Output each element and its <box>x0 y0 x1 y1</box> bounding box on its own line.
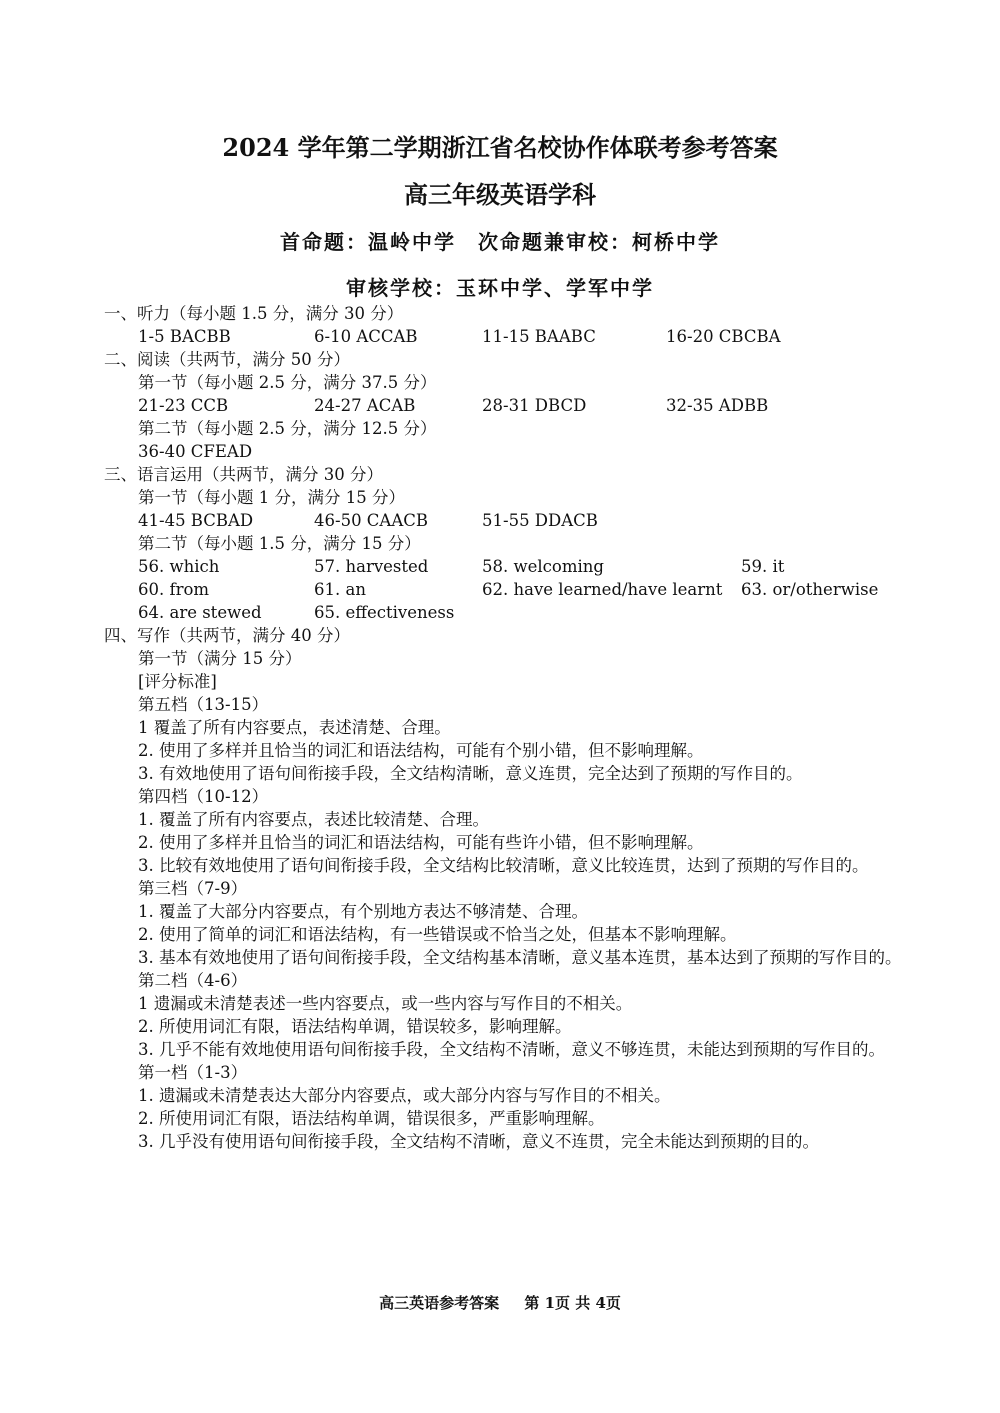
answer-item: 58. welcoming <box>482 557 604 576</box>
answer-group: 46-50 CAACB <box>314 511 429 530</box>
answer-item: 56. which <box>138 557 220 576</box>
band-criterion: 3. 几乎没有使用语句间衔接手段，全文结构不清晰，意义不连贯，完全未能达到预期的目的。 <box>138 1132 819 1151</box>
band-criterion: 1. 遗漏或未清楚表达大部分内容要点，或大部分内容与写作目的不相关。 <box>138 1086 671 1105</box>
answer-row-reading-2 <box>104 440 904 463</box>
answer-group: 16-20 CBCBA <box>666 327 781 346</box>
answer-item: 59. it <box>741 557 785 576</box>
answer-group: 51-55 DDACB <box>482 511 598 530</box>
answer-item: 60. from <box>138 580 210 599</box>
part-heading: 第二节（每小题 2.5 分，满分 12.5 分） <box>138 419 437 438</box>
band-criterion: 3. 基本有效地使用了语句间衔接手段，全文结构基本清晰，意义基本连贯，基本达到了预期的写作目的。 <box>138 948 902 967</box>
authoring-schools: 首命题：温岭中学 次命题兼审校：柯桥中学 <box>280 230 720 254</box>
band-criterion: 2. 使用了多样并且恰当的词汇和语法结构，可能有个别小错，但不影响理解。 <box>138 741 704 760</box>
part-heading: 第二节（每小题 1.5 分，满分 15 分） <box>138 534 421 553</box>
page-number: 第 1页 共 4页 <box>524 1294 621 1312</box>
answer-group: 28-31 DBCD <box>482 396 587 415</box>
answer-item: 65. effectiveness <box>314 603 455 622</box>
band-criterion: 1 覆盖了所有内容要点，表述清楚、合理。 <box>138 718 451 737</box>
answer-group: 36-40 CFEAD <box>138 442 253 461</box>
footer-doc-name: 高三英语参考答案 <box>379 1294 500 1312</box>
band-title: 第二档（4-6） <box>138 971 248 990</box>
answer-item: 61. an <box>314 580 366 599</box>
answer-row-language-1 <box>104 509 904 532</box>
section-heading-language: 三、语言运用（共两节，满分 30 分） <box>104 465 383 484</box>
answer-item: 64. are stewed <box>138 603 262 622</box>
document-title: 2024 学年第二学期浙江省名校协作体联考参考答案 <box>222 133 778 162</box>
page-footer <box>0 1292 1000 1313</box>
answer-group: 11-15 BAABC <box>482 327 596 346</box>
band-title: 第三档（7-9） <box>138 879 248 898</box>
answer-group: 1-5 BACBB <box>138 327 231 346</box>
answer-group: 32-35 ADBB <box>666 396 769 415</box>
reviewing-schools: 审核学校：玉环中学、学军中学 <box>346 276 654 300</box>
band-criterion: 2. 使用了多样并且恰当的词汇和语法结构，可能有些许小错，但不影响理解。 <box>138 833 704 852</box>
answer-item: 62. have learned/have learnt <box>482 580 723 599</box>
part-heading: 第一节（每小题 2.5 分，满分 37.5 分） <box>138 373 437 392</box>
answer-row-language-2b <box>104 578 904 601</box>
section-heading-reading: 二、阅读（共两节，满分 50 分） <box>104 350 350 369</box>
band-criterion: 1. 覆盖了大部分内容要点，有个别地方表达不够清楚、合理。 <box>138 902 588 921</box>
band-criterion: 3. 几乎不能有效地使用语句间衔接手段，全文结构不清晰，意义不够连贯，未能达到预期的写作目的。 <box>138 1040 885 1059</box>
document-subtitle: 高三年级英语学科 <box>404 180 596 209</box>
answer-group: 41-45 BCBAD <box>138 511 254 530</box>
scoring-band-5 <box>104 693 904 785</box>
band-criterion: 1 遗漏或未清楚表述一些内容要点，或一些内容与写作目的不相关。 <box>138 994 633 1013</box>
answer-row-language-2a <box>104 555 904 578</box>
band-criterion: 2. 所使用词汇有限，语法结构单调，错误很多，严重影响理解。 <box>138 1109 605 1128</box>
band-title: 第四档（10-12） <box>138 787 269 806</box>
answer-item: 57. harvested <box>314 557 429 576</box>
answer-item: 63. or/otherwise <box>741 580 879 599</box>
band-criterion: 2. 使用了简单的词汇和语法结构，有一些错误或不恰当之处，但基本不影响理解。 <box>138 925 737 944</box>
answer-row-listening <box>104 325 904 348</box>
answer-body <box>104 302 904 1153</box>
answer-group: 6-10 ACCAB <box>314 327 418 346</box>
part-heading: 第一节（每小题 1 分，满分 15 分） <box>138 488 405 507</box>
band-title: 第五档（13-15） <box>138 695 269 714</box>
scoring-band-1 <box>104 1061 904 1153</box>
answer-row-language-2c <box>104 601 904 624</box>
part-heading: 第一节（满分 15 分） <box>138 649 302 668</box>
scoring-band-3 <box>104 877 904 969</box>
band-criterion: 1. 覆盖了所有内容要点，表述比较清楚、合理。 <box>138 810 489 829</box>
scoring-band-2 <box>104 969 904 1061</box>
answer-row-reading-1 <box>104 394 904 417</box>
section-heading-listening: 一、听力（每小题 1.5 分，满分 30 分） <box>104 304 404 323</box>
band-title: 第一档（1-3） <box>138 1063 248 1082</box>
band-criterion: 3. 有效地使用了语句间衔接手段，全文结构清晰，意义连贯，完全达到了预期的写作目的。 <box>138 764 803 783</box>
answer-group: 24-27 ACAB <box>314 396 416 415</box>
section-heading-writing: 四、写作（共两节，满分 40 分） <box>104 626 350 645</box>
criteria-heading: [评分标准] <box>138 672 217 691</box>
scoring-band-4 <box>104 785 904 877</box>
band-criterion: 3. 比较有效地使用了语句间衔接手段，全文结构比较清晰，意义比较连贯，达到了预期的写作目的。 <box>138 856 869 875</box>
answer-group: 21-23 CCB <box>138 396 229 415</box>
band-criterion: 2. 所使用词汇有限，语法结构单调，错误较多，影响理解。 <box>138 1017 572 1036</box>
